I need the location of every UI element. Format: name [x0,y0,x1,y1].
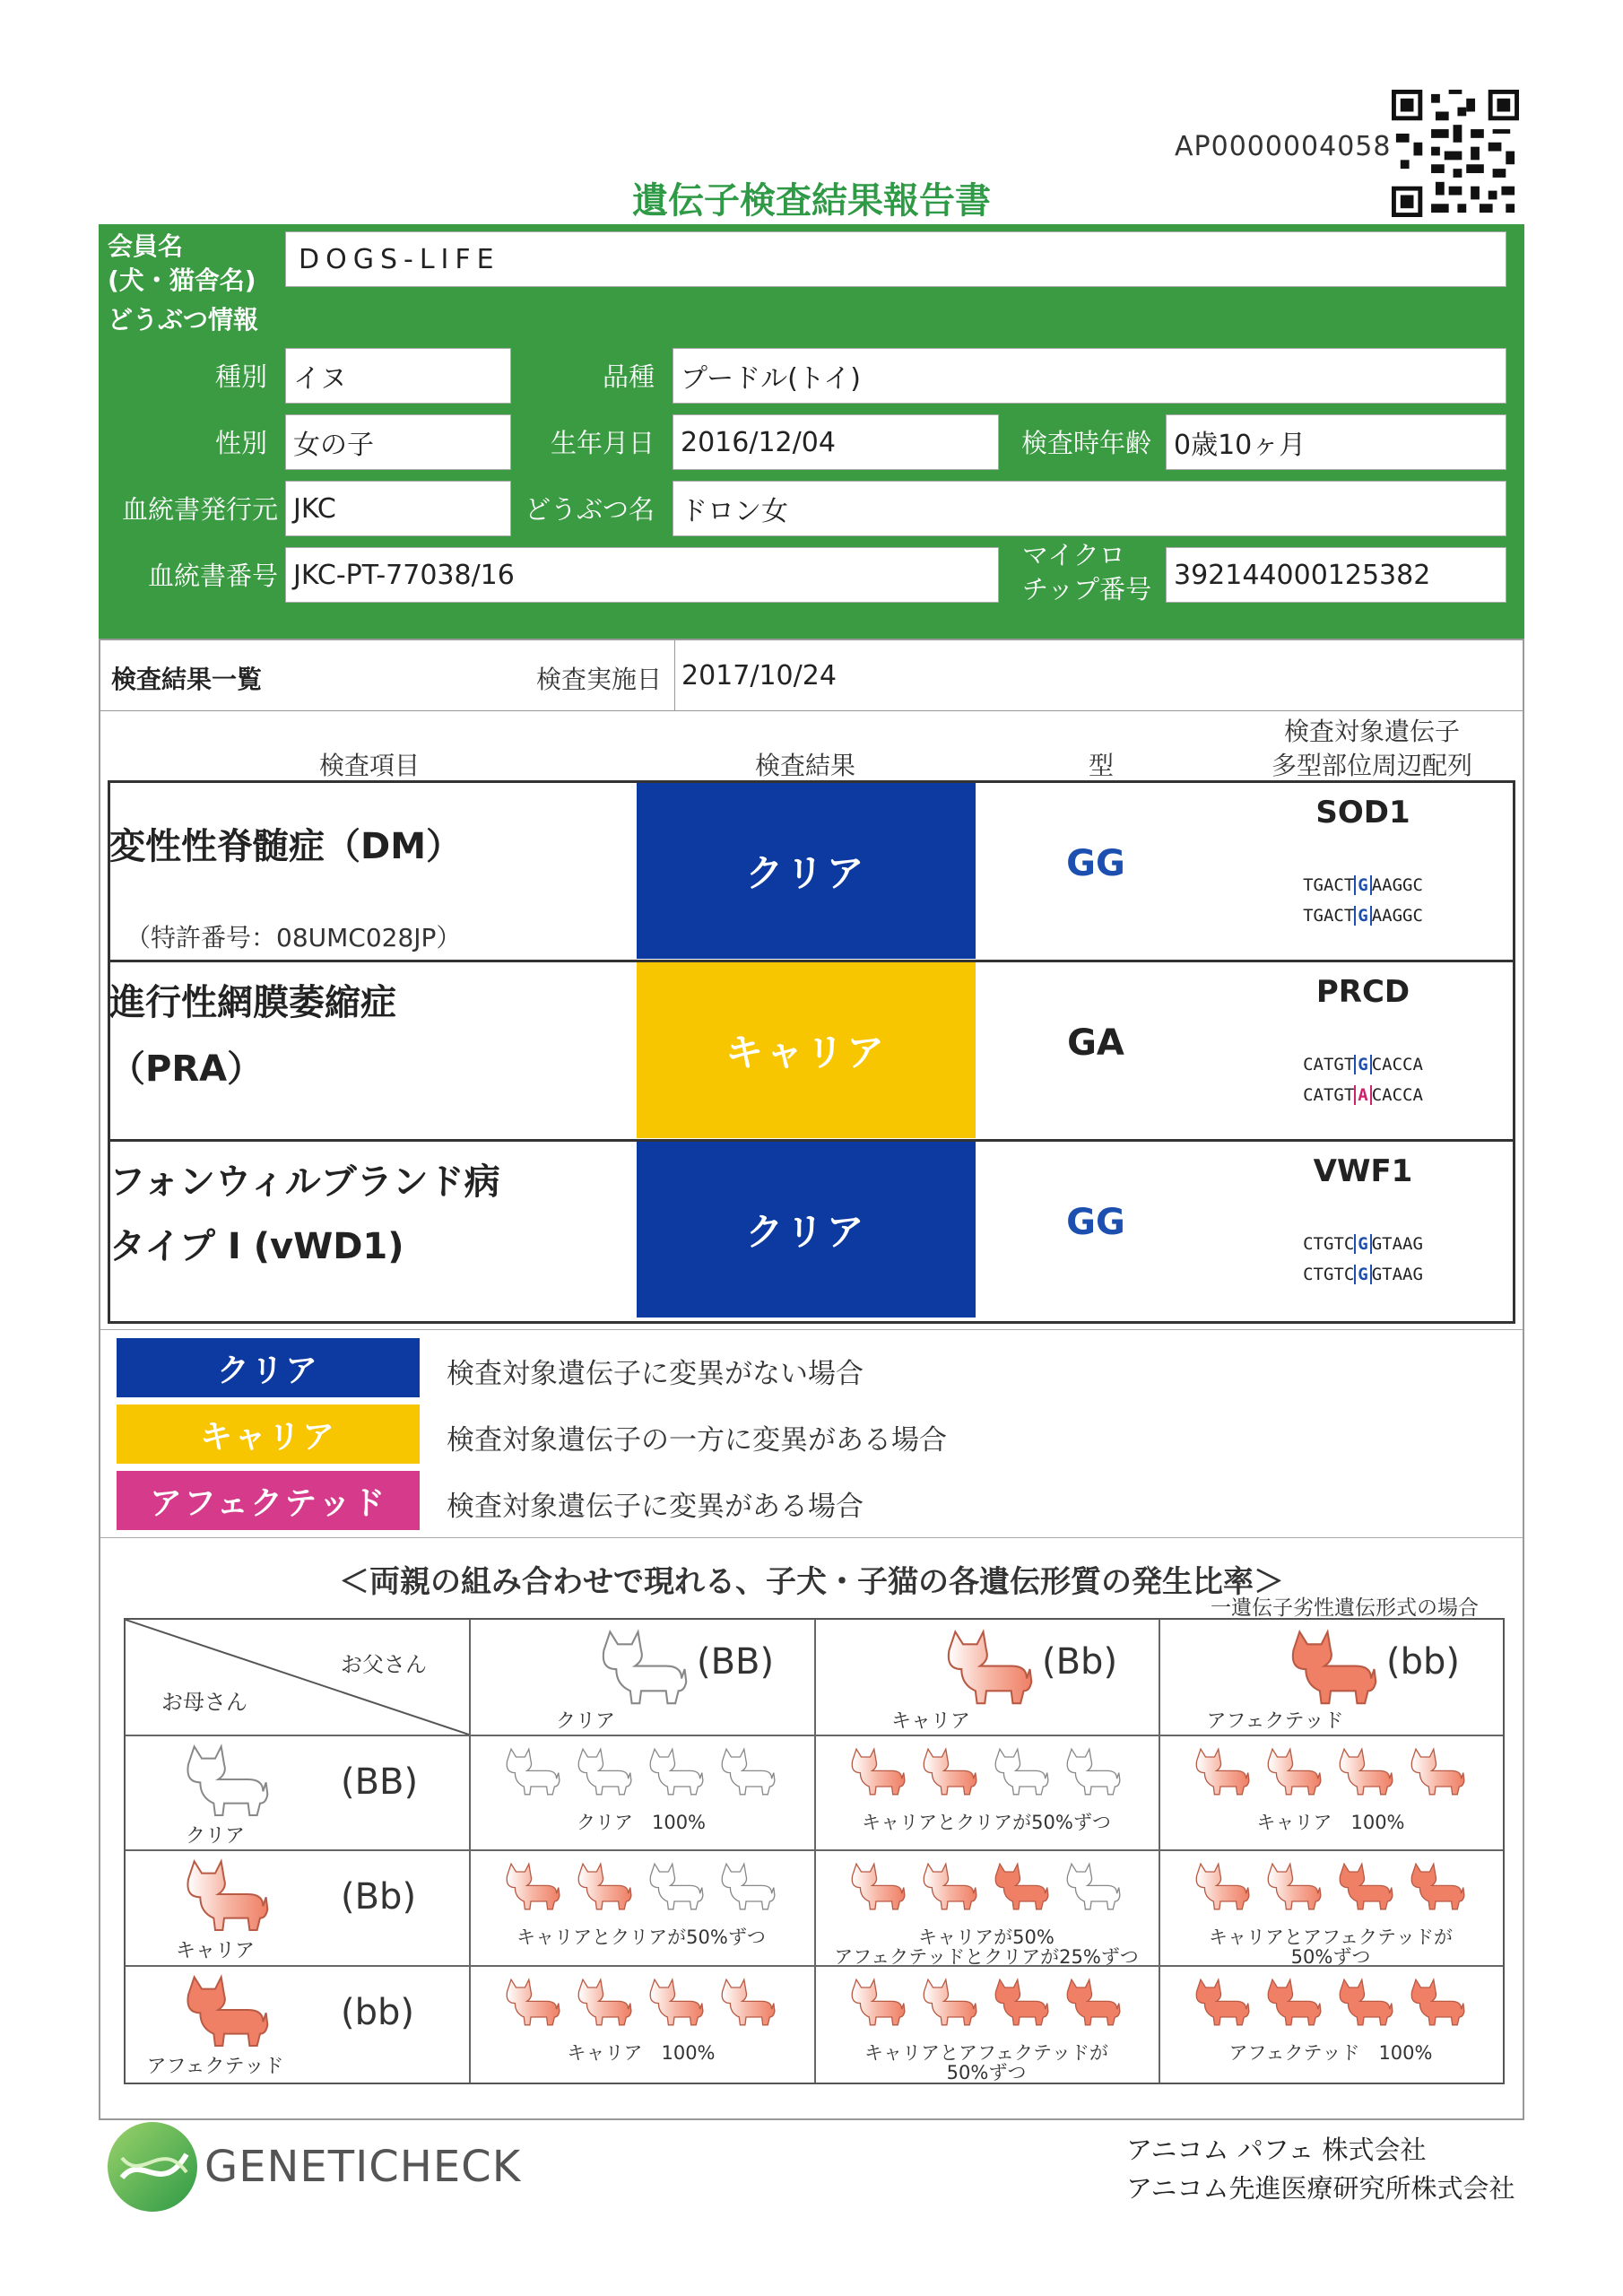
dog-icon [1263,1978,1322,2027]
company-name-1: アニコム パフェ 株式会社 [1126,2135,1427,2165]
birth-label: 生年月日 [550,428,655,458]
sex-field: 女の子 [285,414,511,470]
result-badge: キャリア [637,962,976,1138]
breed-field: プードル(トイ) [673,348,1506,404]
test-date-label: 検査実施日 [536,665,663,694]
offspring-ratio-text: キャリア 100% [1256,1812,1405,1833]
species-label: 種別 [214,361,267,392]
dog-icon [716,1862,776,1911]
dog-icon [1191,1747,1250,1796]
dog-icon [918,1862,977,1911]
chip-label-line1: マイクロ [1022,540,1125,570]
animal-info-panel [99,224,1524,639]
sequence-prefix: TGACT [1303,906,1355,926]
test-date: 2017/10/24 [681,660,837,691]
mother-caption: クリア [185,1825,245,1848]
result-badge: クリア [637,783,976,959]
dog-icon [1406,1978,1465,2027]
col-result: 検査結果 [754,751,855,780]
offspring-ratio-text: キャリア 100% [567,2042,716,2064]
summary-divider [674,640,675,710]
legend-divider [100,1329,1523,1330]
sequence-line [1246,1265,1480,1284]
age-label: 検査時年齢 [1020,428,1151,458]
legend-badge-clear: クリア [117,1338,420,1397]
legend-text-carrier: 検査対象遺伝子の一方に変異がある場合 [447,1424,947,1457]
chip-label-line2: チップ番号 [1022,574,1152,604]
member-name-field: DOGS-LIFE [285,231,1506,287]
dog-icon [1062,1747,1121,1796]
father-caption: キャリア [890,1710,970,1733]
dog-icon [990,1862,1049,1911]
offspring-ratio-text: キャリアとクリアが50%ずつ [862,1812,1111,1833]
dog-icon [1334,1862,1393,1911]
sequence-suffix: GTAAG [1371,1234,1423,1254]
dog-icon [846,1978,906,2027]
result-item-name: 変性性脊髄症（DM） [109,826,463,867]
legend-badge-carrier: キャリア [117,1405,420,1464]
pedigree-issuer-field: JKC [285,481,511,536]
variant-base: G [1354,1265,1371,1284]
dog-icon [573,1862,632,1911]
offspring-ratio-text: キャリアとアフェクテッドが [864,2042,1108,2064]
dog-icon [1191,1978,1250,2027]
mother-caption: キャリア [175,1940,255,1962]
dog-icon [990,1978,1049,2027]
genotype: GG [1066,1202,1125,1243]
variant-base: G [1354,1055,1371,1074]
dog-icon [179,1744,269,1818]
dog-icon [1191,1862,1250,1911]
summary-label: 検査結果一覧 [111,665,263,694]
dog-icon [1406,1747,1465,1796]
company-name-2: アニコム先進医療研究所株式会社 [1126,2173,1515,2204]
gene-name: PRCD [1315,974,1410,1010]
dog-icon [179,1974,269,2048]
sequence-line [1246,906,1480,926]
summary-row [100,640,1523,711]
mother-genotype: (Bb) [341,1876,417,1918]
dog-icon [645,1978,704,2027]
sequence-prefix: CTGTC [1303,1234,1355,1254]
grid-row-line [126,1735,1503,1736]
sequence-line [1246,1085,1480,1105]
offspring-ratio-text: キャリアとクリアが50%ずつ [516,1926,766,1948]
pedigree-issuer-label: 血統書発行元 [121,494,278,525]
offspring-ratio-text: キャリアとアフェクテッドが [1209,1926,1453,1948]
sequence-prefix: TGACT [1303,875,1355,895]
dog-icon [1284,1629,1377,1707]
legend-text-clear: 検査対象遺伝子に変異がない場合 [447,1358,864,1390]
dog-icon [918,1978,977,2027]
mother-label: お母さん [161,1690,247,1715]
father-genotype: (bb) [1386,1641,1460,1683]
sequence-line [1246,1234,1480,1254]
dog-icon [1062,1978,1121,2027]
section-divider [100,1537,1523,1538]
sequence-prefix: CTGTC [1303,1265,1355,1284]
gene-name: SOD1 [1315,795,1410,831]
offspring-ratio-text: キャリアが50% [918,1926,1055,1948]
dog-icon [1334,1747,1393,1796]
col-type: 型 [1088,751,1114,780]
animal-name-field: ドロン女 [673,481,1506,536]
logo-text: GENETICHECK [204,2142,522,2192]
offspring-ratio-text: アフェクテッドとクリアが25%ずつ [834,1946,1139,1968]
sex-label: 性別 [214,428,267,458]
dog-icon [179,1858,269,1933]
pedigree-number-label: 血統書番号 [147,561,278,591]
sequence-suffix: CACCA [1371,1055,1423,1074]
variant-base: A [1354,1085,1371,1105]
sequence-suffix: AAGGC [1371,875,1423,895]
sequence-suffix: CACCA [1371,1085,1423,1105]
dog-icon [645,1862,704,1911]
grid-col-line [1159,1620,1160,2083]
species-field: イヌ [285,348,511,404]
offspring-ratio-text: クリア 100% [576,1812,707,1833]
sequence-line [1246,1055,1480,1074]
dog-icon [846,1747,906,1796]
document-number: AP0000004058 [1175,131,1392,162]
dog-icon [501,1978,560,2027]
dog-icon [1263,1747,1322,1796]
dog-icon [645,1747,704,1796]
father-genotype: (Bb) [1042,1641,1118,1683]
member-label-line1: 会員名 [108,231,184,261]
sequence-prefix: CATGT [1303,1055,1355,1074]
member-label-line2: (犬・猫舎名) [108,265,256,295]
father-caption: クリア [555,1710,615,1733]
sequence-prefix: CATGT [1303,1085,1355,1105]
mother-genotype: (bb) [341,1992,414,2033]
dog-icon [1263,1862,1322,1911]
sequence-line [1246,875,1480,895]
legend-text-affected: 検査対象遺伝子に変異がある場合 [447,1491,864,1523]
grid-col-line [469,1620,471,2083]
result-item-name: フォンウィルブランド病 [109,1161,500,1203]
offspring-ratio-text: 50%ずつ [1290,1946,1371,1968]
legend-badge-affected: アフェクテッド [117,1471,420,1530]
dog-icon [1062,1862,1121,1911]
result-item-name-line2: タイプ I (vWD1) [109,1226,404,1267]
father-genotype: (BB) [697,1641,775,1683]
dog-icon [573,1978,632,2027]
breed-label: 品種 [602,361,655,392]
dog-icon [1334,1978,1393,2027]
offspring-ratio-text: アフェクテッド 100% [1228,2042,1433,2064]
inheritance-matrix [124,1618,1505,2084]
offspring-ratio-text: 50%ずつ [946,2062,1027,2083]
dog-icon [846,1862,906,1911]
mother-genotype: (BB) [341,1761,419,1803]
matrix-title: ＜両親の組み合わせで現れる、子犬・子猫の各遺伝形質の発生比率＞ [339,1564,1284,1600]
father-caption: アフェクテッド [1206,1710,1344,1733]
sequence-suffix: GTAAG [1371,1265,1423,1284]
animal-name-label: どうぶつ名 [524,494,655,525]
grid-row-line [126,1849,1503,1851]
variant-base: G [1354,875,1371,895]
sequence-suffix: AAGGC [1371,906,1423,926]
dog-icon [918,1747,977,1796]
dog-icon [573,1747,632,1796]
birth-field: 2016/12/04 [673,414,999,470]
dog-icon [1406,1862,1465,1911]
report-title: 遺伝子検査結果報告書 [632,180,991,222]
grid-col-line [814,1620,816,2083]
result-item-name-line2: （PRA） [109,1048,264,1090]
chip-number-field: 392144000125382 [1166,547,1506,603]
father-label: お父さん [341,1652,427,1677]
dog-icon [716,1978,776,2027]
variant-base: G [1354,1234,1371,1254]
age-field: 0歳10ヶ月 [1166,414,1506,470]
genotype: GG [1066,843,1125,884]
result-item-name: 進行性網膜萎縮症 [109,982,396,1023]
mother-caption: アフェクテッド [146,2056,284,2078]
variant-base: G [1354,906,1371,926]
pedigree-number-field: JKC-PT-77038/16 [285,547,999,603]
col-gene-line1: 検査対象遺伝子 [1283,717,1460,746]
result-badge: クリア [637,1142,976,1318]
dog-icon [716,1747,776,1796]
dog-icon [595,1629,688,1707]
col-item: 検査項目 [318,751,420,780]
patent-note: （特許番号：08UMC028JP） [126,923,462,952]
col-gene-line2: 多型部位周辺配列 [1271,751,1472,780]
genotype: GA [1067,1022,1124,1064]
gene-name: VWF1 [1313,1153,1413,1189]
animal-info-label: どうぶつ情報 [108,305,259,335]
dog-icon [501,1862,560,1911]
matrix-subtitle: 一遺伝子劣性遺伝形式の場合 [1211,1596,1479,1620]
dog-icon [940,1629,1033,1707]
dog-icon [501,1747,560,1796]
dog-icon [990,1747,1049,1796]
